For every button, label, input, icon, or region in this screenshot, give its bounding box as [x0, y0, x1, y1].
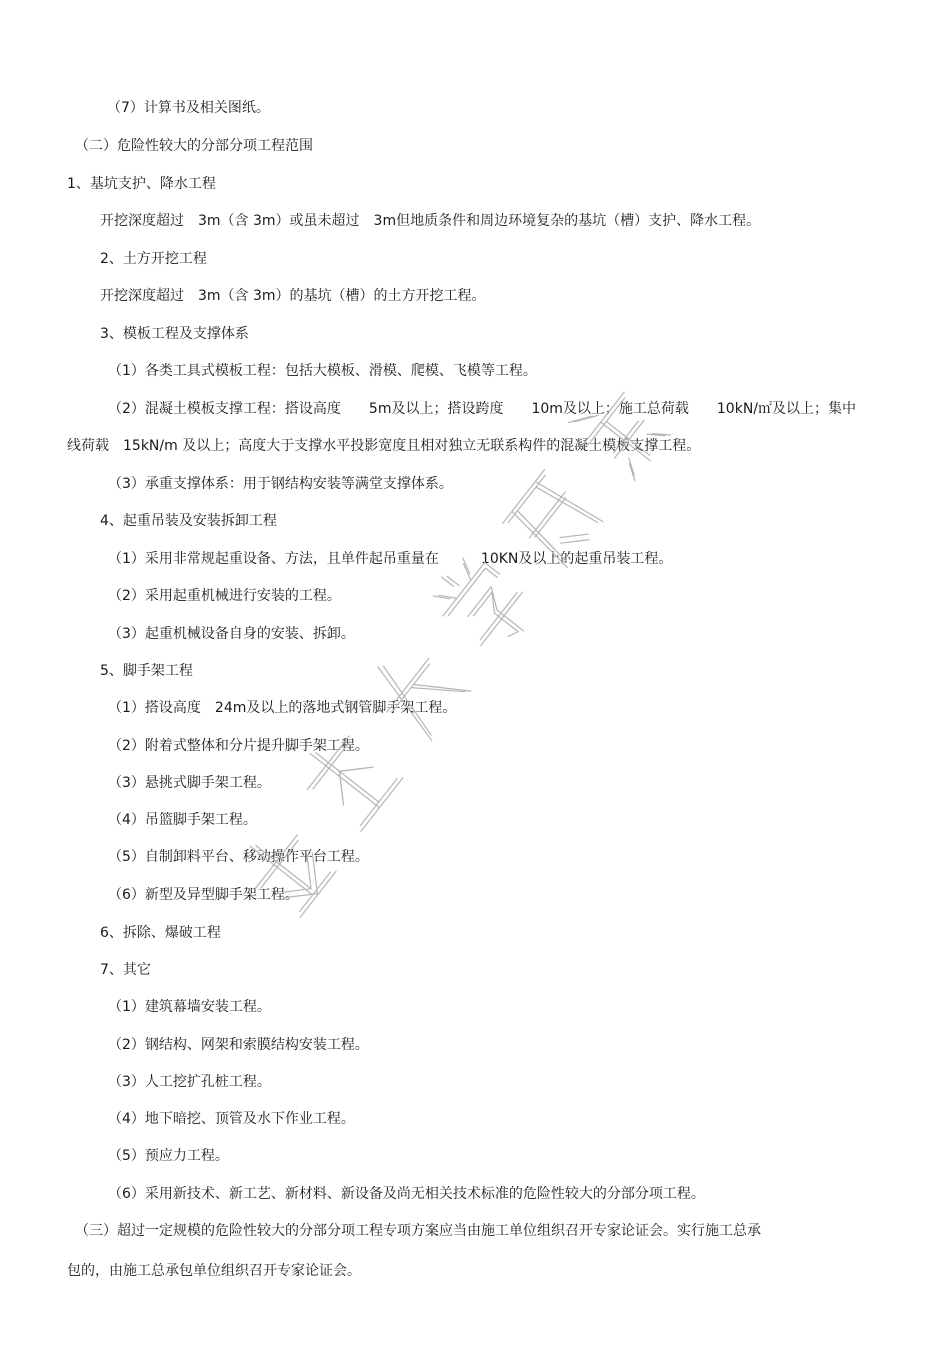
- heading-lifting: 4、起重吊装及安装拆卸工程: [100, 513, 277, 529]
- list-item-steel-structure: （2）钢结构、网架和索膜结构安装工程。: [108, 1037, 369, 1053]
- list-item-nonstandard-lifting: （1）采用非常规起重设备、方法，且单件起吊重量在 10KN及以上的起重吊装工程。: [108, 551, 673, 567]
- heading-scaffolding: 5、脚手架工程: [100, 663, 193, 679]
- list-item-new-scaffold: （6）新型及异型脚手架工程。: [108, 887, 299, 903]
- list-item-new-tech: （6）采用新技术、新工艺、新材料、新设备及尚无相关技术标准的危险性较大的分部分项工程。: [108, 1186, 705, 1202]
- section-heading-scope: （二）危险性较大的分部分项工程范围: [75, 138, 313, 154]
- watermark-glyph: [359, 637, 470, 745]
- heading-foundation-pit: 1、基坑支护、降水工程: [67, 176, 216, 192]
- heading-earthwork: 2、土方开挖工程: [100, 251, 207, 267]
- list-item-load-bearing: （3）承重支撑体系：用于钢结构安装等满堂支撑体系。: [108, 476, 453, 492]
- paragraph-earthwork: 开挖深度超过 3m（含 3m）的基坑（槽）的土方开挖工程。: [100, 288, 486, 304]
- list-item-crane-install: （2）采用起重机械进行安装的工程。: [108, 588, 341, 604]
- list-item-underground: （4）地下暗挖、顶管及水下作业工程。: [108, 1111, 355, 1127]
- list-item-concrete-formwork-cont: 线荷载 15kN/m 及以上；高度大于支撑水平投影宽度且相对独立无联系构件的混凝土模板支撑工程。: [67, 438, 701, 454]
- list-item-scaffold-24m: （1）搭设高度 24m及以上的落地式钢管脚手架工程。: [108, 700, 457, 716]
- list-item-cantilever-scaffold: （3）悬挑式脚手架工程。: [108, 775, 271, 791]
- list-item-calc-book: （7）计算书及相关图纸。: [107, 100, 270, 116]
- list-item-concrete-formwork: （2）混凝土模板支撑工程：搭设高度 5m及以上；搭设跨度 10m及以上；施工总荷载 10kN/㎡及以上；集中: [108, 401, 857, 417]
- list-item-tool-formwork: （1）各类工具式模板工程：包括大模板、滑模、爬模、飞模等工程。: [108, 363, 537, 379]
- section-expert-review: （三）超过一定规模的危险性较大的分部分项工程专项方案应当由施工单位组织召开专家论证会。实行施工总承: [75, 1223, 761, 1239]
- section-expert-review-cont: 包的，由施工总承包单位组织召开专家论证会。: [67, 1263, 361, 1279]
- heading-formwork: 3、模板工程及支撑体系: [100, 326, 249, 342]
- heading-others: 7、其它: [100, 962, 151, 978]
- list-item-crane-self: （3）起重机械设备自身的安装、拆卸。: [108, 626, 355, 642]
- list-item-curtain-wall: （1）建筑幕墙安装工程。: [108, 999, 271, 1015]
- list-item-prestress: （5）预应力工程。: [108, 1148, 229, 1164]
- list-item-manual-pile: （3）人工挖扩孔桩工程。: [108, 1074, 271, 1090]
- list-item-attached-scaffold: （2）附着式整体和分片提升脚手架工程。: [108, 738, 369, 754]
- watermark-glyph: [563, 377, 674, 485]
- list-item-hanging-basket: （4）吊篮脚手架工程。: [108, 812, 257, 828]
- paragraph-foundation-pit: 开挖深度超过 3m（含 3m）或虽未超过 3m但地质条件和周边环境复杂的基坑（槽）支护、降水工程。: [100, 213, 761, 229]
- heading-demolition: 6、拆除、爆破工程: [100, 925, 221, 941]
- watermark-glyph: [232, 816, 339, 921]
- list-item-platform: （5）自制卸料平台、移动操作平台工程。: [108, 849, 369, 865]
